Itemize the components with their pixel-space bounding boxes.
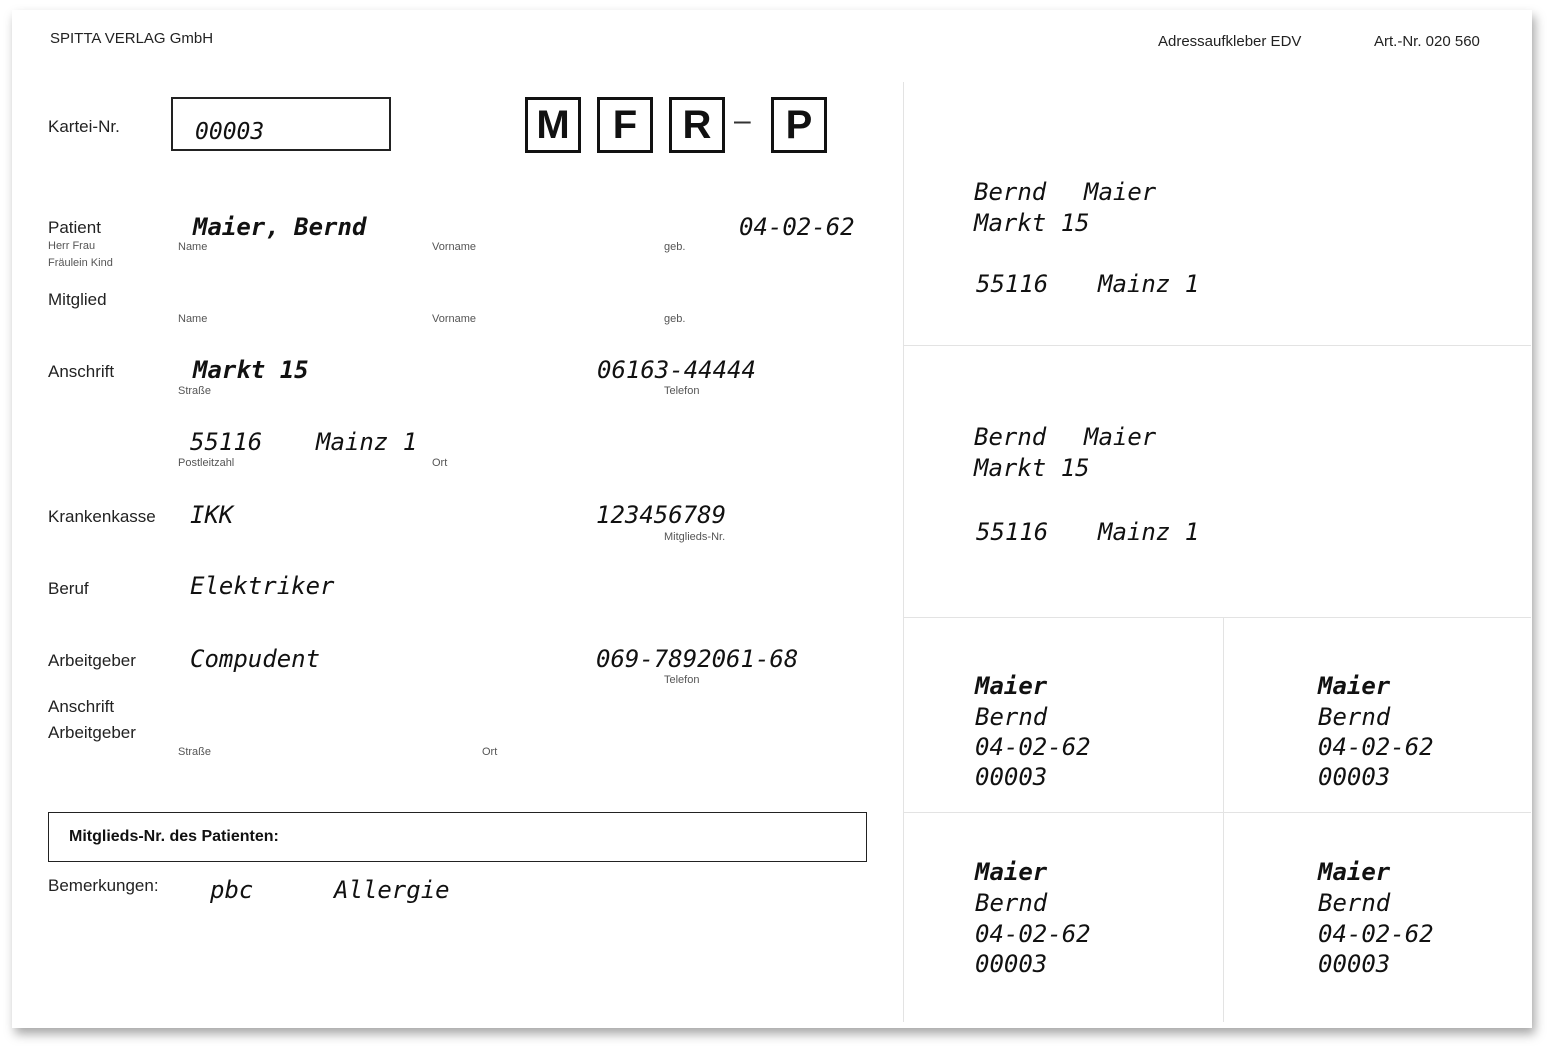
caption-strasse: Straße [178, 385, 212, 397]
caption-telefon: Telefon [664, 385, 700, 397]
kartei-field[interactable] [171, 97, 391, 151]
address-label-lastname: Maier [1084, 423, 1157, 451]
small-label-firstname: Bernd [1318, 889, 1391, 917]
small-label-dob: 04-02-62 [1318, 733, 1434, 761]
patient-name-value: Maier, Bernd [193, 213, 367, 241]
caption-ag-telefon: Telefon [664, 674, 700, 686]
small-label-number: 00003 [1318, 950, 1391, 978]
label-divider-3 [903, 812, 1531, 813]
small-label-lastname: Maier [975, 858, 1048, 886]
small-label-firstname: Bernd [975, 703, 1048, 731]
small-label-firstname: Bernd [1318, 703, 1391, 731]
label-divider-1 [903, 345, 1531, 346]
arbeitgeber-value: Compudent [190, 645, 321, 673]
caption-mitglied-geb: geb. [664, 313, 686, 325]
letter-dash: – [734, 104, 751, 137]
mitglieds-nr-box-label: Mitglieds-Nr. des Patienten: [69, 828, 279, 845]
small-label-dob: 04-02-62 [1318, 920, 1434, 948]
small-label-number: 00003 [975, 950, 1048, 978]
patient-label: Patient [48, 218, 101, 237]
small-label-number: 00003 [1318, 763, 1391, 791]
label-divider-2 [903, 617, 1531, 618]
mitglieds-nr-value: 123456789 [596, 501, 727, 529]
caption-plz: Postleitzahl [178, 457, 235, 469]
bemerkungen-label: Bemerkungen: [48, 876, 159, 895]
letter-box-f[interactable]: F [597, 97, 653, 153]
letter-box-p[interactable]: P [771, 97, 827, 153]
caption-mitglieds-nr: Mitglieds-Nr. [664, 531, 726, 543]
small-label-lastname: Maier [975, 672, 1048, 700]
mitglieds-nr-box[interactable] [48, 812, 867, 862]
zip-value: 55116 [190, 428, 263, 456]
address-label-street: Markt 15 [974, 209, 1090, 237]
mitglied-label: Mitglied [48, 290, 107, 309]
address-label-firstname: Bernd [974, 178, 1047, 206]
caption-mitglied-name: Name [178, 313, 208, 325]
small-label-dob: 04-02-62 [975, 733, 1091, 761]
patient-dob-value: 04-02-62 [739, 213, 855, 241]
arbeitgeber-phone-value: 069-7892061-68 [596, 645, 799, 673]
kartei-value: 00003 [195, 119, 265, 145]
city-value: Mainz 1 [316, 428, 418, 456]
small-label-dob: 04-02-62 [975, 920, 1091, 948]
letter-box-r[interactable]: R [669, 97, 725, 153]
address-label-lastname: Maier [1084, 178, 1157, 206]
patient-sub-1: Herr Frau [48, 240, 96, 252]
phone-value: 06163-44444 [597, 356, 756, 384]
address-label-city: Mainz 1 [1098, 518, 1200, 546]
caption-ort: Ort [432, 457, 448, 469]
address-label-zip: 55116 [976, 270, 1049, 298]
patient-sub-2: Fräulein Kind [48, 257, 113, 269]
small-label-number: 00003 [975, 763, 1048, 791]
small-label-lastname: Maier [1318, 672, 1391, 700]
address-label-city: Mainz 1 [1098, 270, 1200, 298]
anschrift-label: Anschrift [48, 362, 115, 381]
beruf-value: Elektriker [190, 572, 335, 600]
label-divider-small [1223, 617, 1224, 1022]
caption-mitglied-vorname: Vorname [432, 313, 477, 325]
publisher-name: SPITTA VERLAG GmbH [50, 30, 214, 47]
beruf-label: Beruf [48, 579, 89, 598]
label-divider-vertical [903, 82, 904, 1022]
caption-name: Name [178, 241, 208, 253]
article-number: Art.-Nr. 020 560 [1374, 33, 1480, 50]
krankenkasse-value: IKK [190, 501, 234, 529]
kartei-label: Kartei-Nr. [48, 117, 120, 136]
bemerkungen-value-2: Allergie [334, 876, 450, 904]
caption-ag-ort: Ort [482, 746, 498, 758]
address-label-firstname: Bernd [974, 423, 1047, 451]
product-name: Adressaufkleber EDV [1158, 33, 1302, 50]
caption-ag-strasse: Straße [178, 746, 212, 758]
krankenkasse-label: Krankenkasse [48, 507, 156, 526]
street-value: Markt 15 [193, 356, 309, 384]
address-label-zip: 55116 [976, 518, 1049, 546]
small-label-lastname: Maier [1318, 858, 1391, 886]
address-label-street: Markt 15 [974, 454, 1090, 482]
anschrift-ag-label-1: Anschrift [48, 697, 115, 716]
caption-vorname: Vorname [432, 241, 477, 253]
caption-geb: geb. [664, 241, 686, 253]
bemerkungen-value-1: pbc [210, 876, 254, 904]
small-label-firstname: Bernd [975, 889, 1048, 917]
letter-box-m[interactable]: M [525, 97, 581, 153]
anschrift-ag-label-2: Arbeitgeber [48, 723, 136, 742]
arbeitgeber-label: Arbeitgeber [48, 651, 136, 670]
